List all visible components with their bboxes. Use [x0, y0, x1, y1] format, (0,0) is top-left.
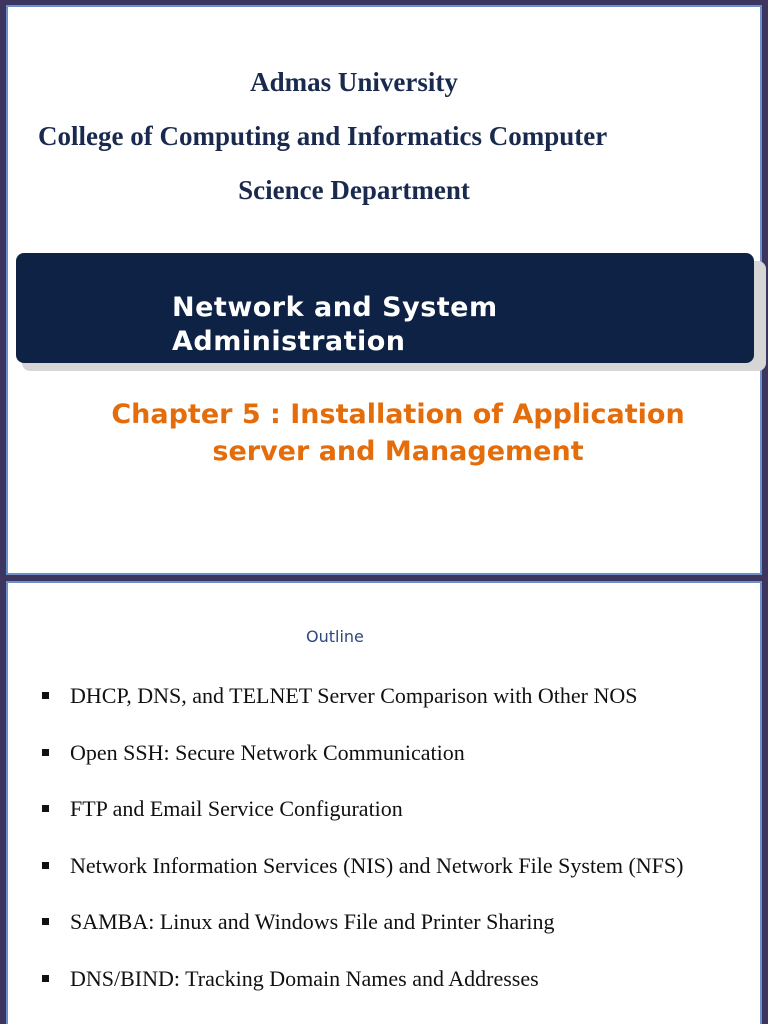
course-title-line-2: Administration	[172, 326, 406, 357]
square-bullet-icon	[42, 918, 49, 925]
title-slide	[6, 5, 762, 575]
department-name: Science Department	[238, 175, 470, 205]
course-title	[172, 291, 612, 359]
list-item-text: DHCP, DNS, and TELNET Server Comparison with Other NOS	[70, 683, 638, 708]
list-item-text: Open SSH: Secure Network Communication	[70, 739, 465, 765]
university-name: Admas University	[250, 67, 458, 97]
college-name: College of Computing and Informatics Computer	[38, 121, 608, 151]
outline-slide	[6, 581, 762, 1024]
square-bullet-icon	[42, 975, 49, 982]
chapter-title	[48, 396, 748, 470]
chapter-title-line-1: Chapter 5 : Installation of Application	[111, 399, 685, 430]
list-item-text: DNS/BIND: Tracking Domain Names and Addresses	[70, 965, 539, 991]
list-item-text: SAMBA: Linux and Windows File and Printer Sharing	[70, 909, 555, 934]
square-bullet-icon	[42, 692, 49, 699]
square-bullet-icon	[42, 862, 49, 869]
course-title-line-1: Network and System	[172, 292, 498, 323]
list-item-text: Network Information Services (NIS) and Network File System (NFS)	[70, 852, 684, 878]
outline-heading: Outline	[306, 627, 364, 646]
course-title-banner	[16, 253, 754, 363]
square-bullet-icon	[42, 749, 49, 756]
list-item-text: FTP and Email Service Configuration	[70, 796, 403, 821]
square-bullet-icon	[42, 805, 49, 812]
chapter-title-line-2: server and Management	[212, 436, 584, 467]
